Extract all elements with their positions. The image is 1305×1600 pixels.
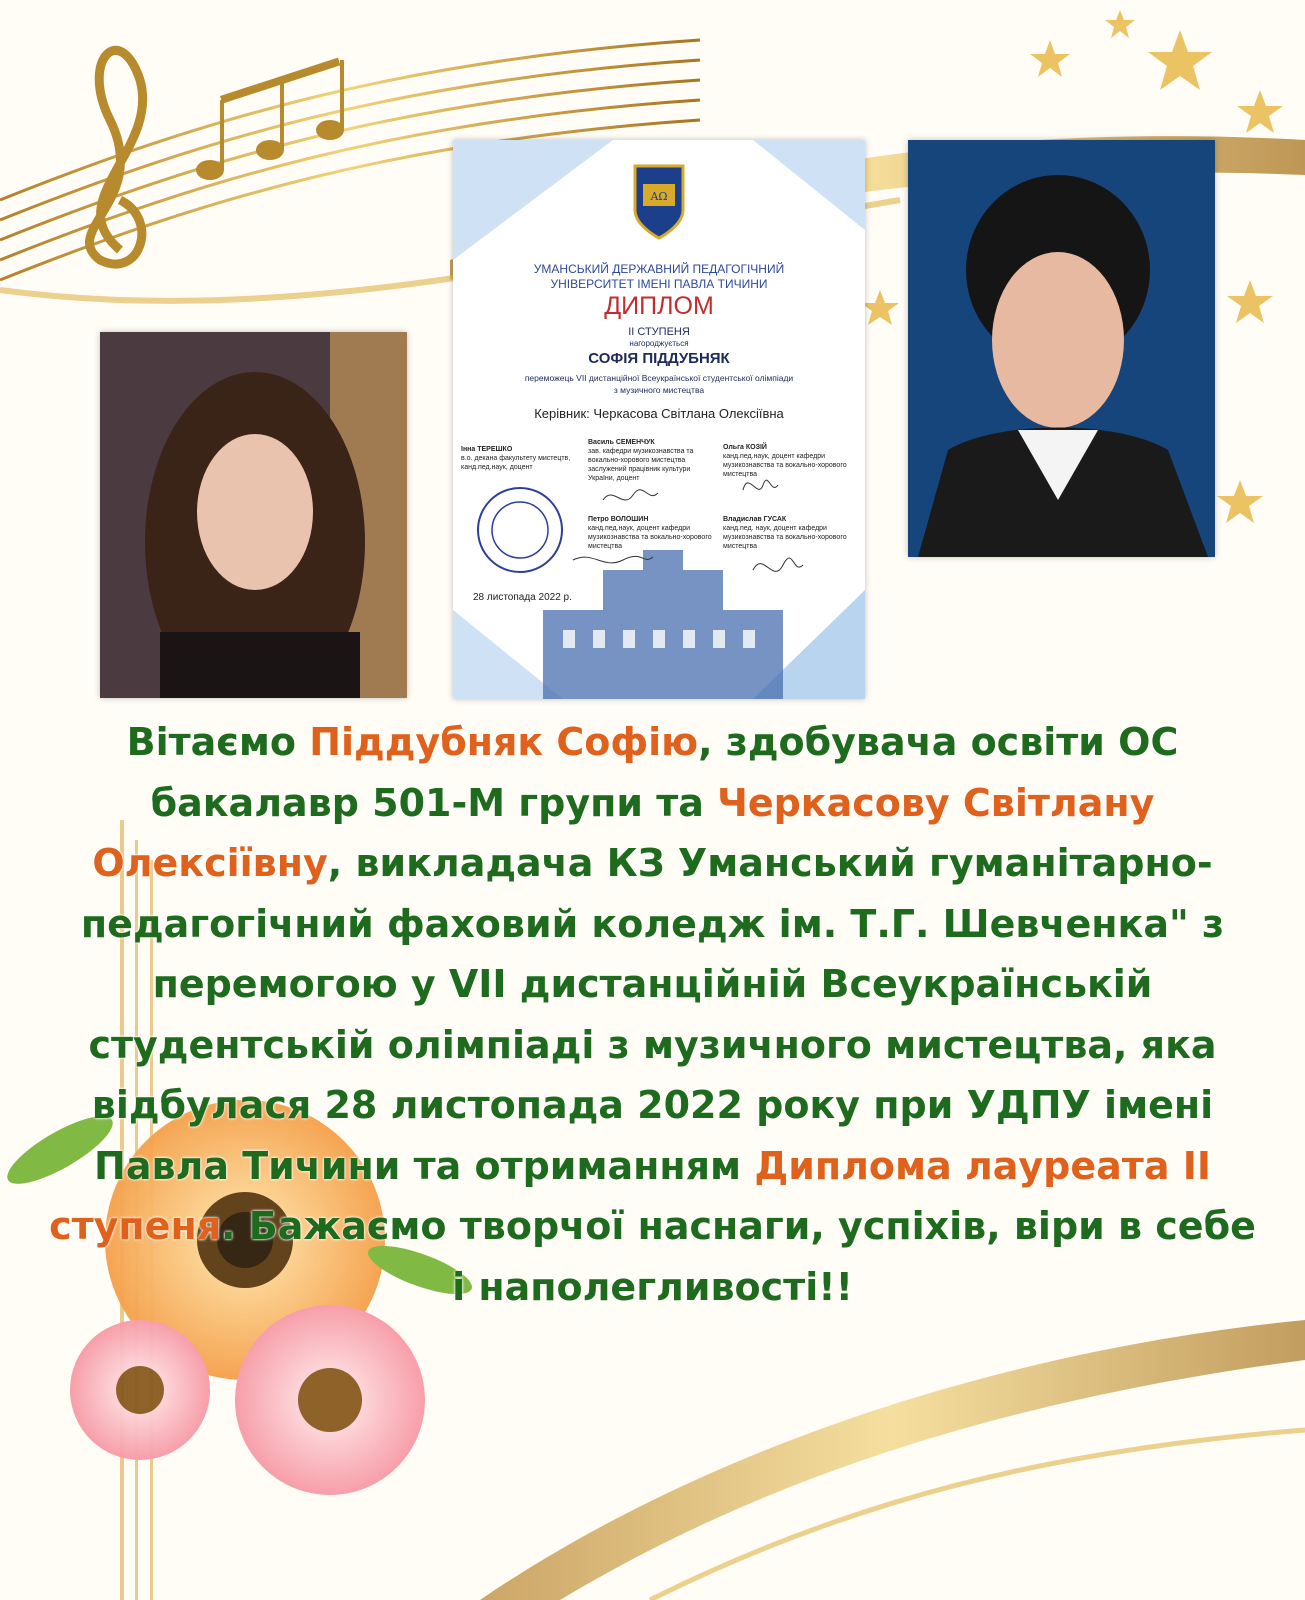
signatory-name: Ольга КОЗІЙ bbox=[723, 444, 767, 451]
greeting-part: Вітаємо bbox=[126, 720, 310, 764]
svg-text:AΩ: AΩ bbox=[650, 190, 668, 203]
greeting-wishes: . Бажаємо творчої наснаги, успіхів, віри в себе і наполегливості!! bbox=[221, 1204, 1256, 1309]
signatory-role: зав. кафедри музикознавства та вокально-хорового мистецтва заслужений працівник культури України, доцент bbox=[588, 448, 694, 482]
treble-clef-icon bbox=[89, 50, 142, 264]
signatory-role: в.о. декана факультету мистецтв, канд.пед.наук, доцент bbox=[461, 455, 571, 471]
student-photo bbox=[100, 332, 407, 698]
signatory-role: канд.пед. наук, доцент кафедри музикознавства та вокально-хорового мистецтва bbox=[723, 525, 847, 550]
student-name-highlight: Піддубняк Софію bbox=[309, 720, 699, 764]
diploma-title: ДИПЛОМ bbox=[604, 292, 714, 320]
signatory-name: Інна ТЕРЕШКО bbox=[461, 446, 513, 453]
greeting-part: , викладача КЗ Уманський гуманітарно-педагогічний фаховий коледж ім. Т.Г. Шевченка" з перемогою у VII дистанційній Всеукраїнській студентській олімпіаді з музичного мистецтва, яка відбулася 28 листопада 2022 року при УДПУ імені Павла Тичини та отриманням bbox=[80, 841, 1225, 1188]
signatory-name: Василь СЕМЕНЧУК bbox=[588, 439, 655, 446]
diploma-supervisor: Керівник: Черкасова Світлана Олексіївна bbox=[534, 406, 784, 421]
gold-swoosh-bottom bbox=[480, 1320, 1305, 1600]
signatures bbox=[453, 140, 865, 699]
teacher-name-highlight: Черкасову Світлану Олексіївну bbox=[92, 780, 1155, 885]
greeting-part: , здобувача освіти ОС бакалавр 501-М групи та bbox=[150, 720, 1179, 825]
diploma-reason-line2: з музичного мистецтва bbox=[613, 385, 705, 395]
diploma-awarded: нагороджується bbox=[629, 339, 689, 348]
diploma-degree: II СТУПЕНЯ bbox=[628, 326, 690, 338]
signatory-role: канд.пед.наук, доцент кафедри музикознавства та вокально-хорового мистецтва bbox=[723, 453, 847, 478]
university-name-line1: УМАНСЬКИЙ ДЕРЖАВНИЙ ПЕДАГОГІЧНИЙ bbox=[533, 262, 785, 276]
diploma-recipient: СОФІЯ ПІДДУБНЯК bbox=[588, 350, 730, 367]
greeting-text bbox=[40, 712, 1265, 1317]
diploma-date: 28 листопада 2022 р. bbox=[473, 592, 572, 603]
diploma-reason-line1: переможець VII дистанційної Всеукраїнської студентської олімпіади bbox=[524, 373, 794, 383]
signatory-role: канд.пед.наук, доцент кафедри музикознавства та вокально-хорового мистецтва bbox=[588, 525, 712, 550]
university-name-line2: УНІВЕРСИТЕТ ІМЕНІ ПАВЛА ТИЧИНИ bbox=[550, 277, 768, 291]
award-highlight: Диплома лауреата ІІ ступеня bbox=[49, 1143, 1211, 1248]
signatory-name: Петро ВОЛОШИН bbox=[588, 516, 649, 523]
teacher-photo bbox=[908, 140, 1215, 557]
diploma-image bbox=[453, 140, 865, 699]
signatory-name: Владислав ГУСАК bbox=[723, 516, 787, 523]
